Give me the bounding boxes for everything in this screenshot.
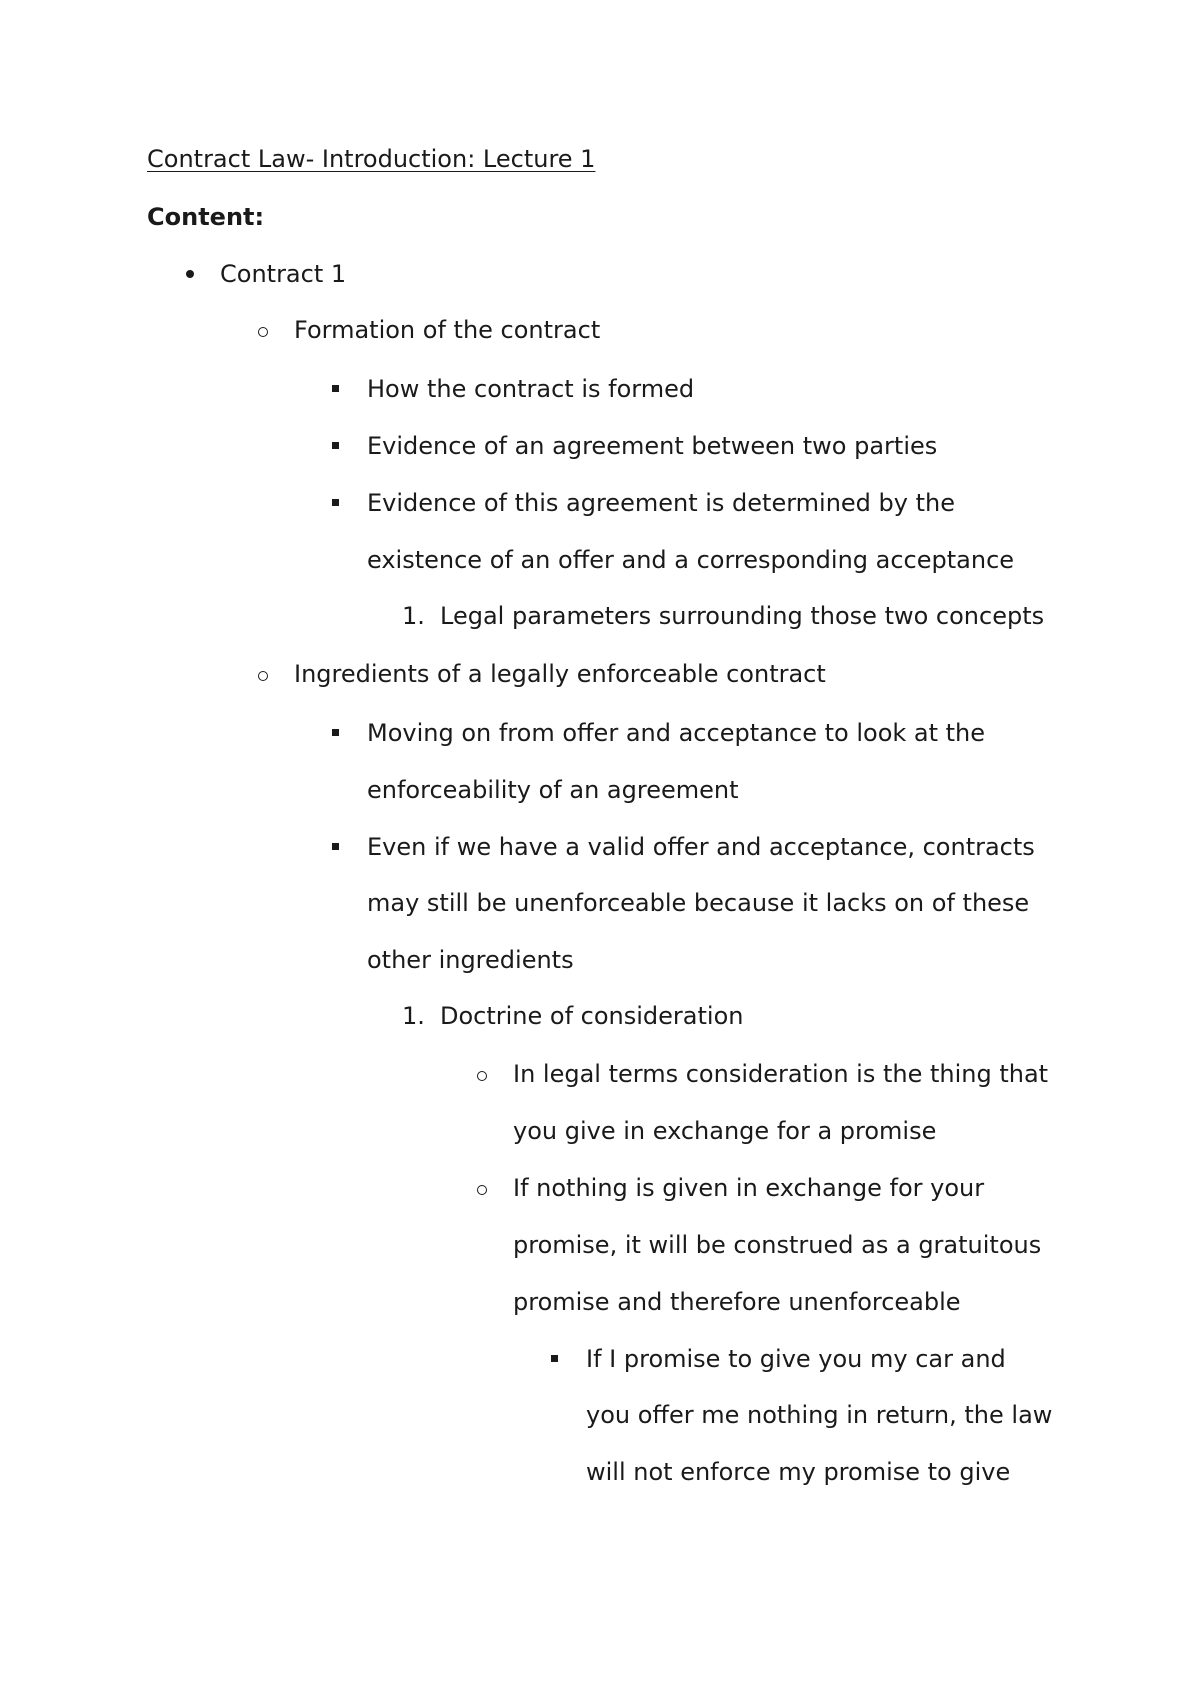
list-item-car-line2: you offer me nothing in return, the law bbox=[586, 1401, 1053, 1429]
list-item-even-if-line3: other ingredients bbox=[367, 946, 574, 974]
list-item-evidence-agreement: Evidence of an agreement between two parties bbox=[367, 432, 938, 460]
list-item-legal-terms-line1: In legal terms consideration is the thing that bbox=[513, 1060, 1049, 1088]
list-number: 1. bbox=[402, 1002, 425, 1030]
list-item-how-formed: How the contract is formed bbox=[367, 375, 695, 403]
list-item-moving-on-line1: Moving on from offer and acceptance to look at the bbox=[367, 719, 986, 747]
list-item-even-if-line1: Even if we have a valid offer and acceptance, contracts bbox=[367, 833, 1035, 861]
bullet-square-icon bbox=[332, 499, 339, 506]
list-item-nothing-given-line1: If nothing is given in exchange for your bbox=[513, 1174, 985, 1202]
bullet-circle-icon bbox=[258, 327, 268, 337]
bullet-square-icon bbox=[332, 385, 339, 392]
list-item-car-line1: If I promise to give you my car and bbox=[586, 1345, 1006, 1373]
list-number: 1. bbox=[402, 602, 425, 630]
list-item-even-if-line2: may still be unenforceable because it lacks on of these bbox=[367, 889, 1030, 917]
document-title: Contract Law- Introduction: Lecture 1 bbox=[147, 145, 596, 173]
bullet-circle-icon bbox=[258, 671, 268, 681]
list-item-evidence-determined-line2: existence of an offer and a corresponding acceptance bbox=[367, 546, 1015, 574]
list-item-legal-parameters: Legal parameters surrounding those two concepts bbox=[440, 602, 1045, 630]
list-item-contract1: Contract 1 bbox=[220, 260, 347, 288]
bullet-square-icon bbox=[332, 729, 339, 736]
list-item-nothing-given-line2: promise, it will be construed as a gratuitous bbox=[513, 1231, 1042, 1259]
content-heading: Content: bbox=[147, 203, 265, 231]
bullet-square-icon bbox=[551, 1355, 558, 1362]
bullet-disc-icon bbox=[186, 270, 194, 278]
bullet-square-icon bbox=[332, 843, 339, 850]
bullet-circle-icon bbox=[477, 1071, 487, 1081]
list-item-moving-on-line2: enforceability of an agreement bbox=[367, 776, 739, 804]
list-item-evidence-determined-line1: Evidence of this agreement is determined by the bbox=[367, 489, 955, 517]
bullet-square-icon bbox=[332, 442, 339, 449]
list-item-legal-terms-line2: you give in exchange for a promise bbox=[513, 1117, 937, 1145]
list-item-formation: Formation of the contract bbox=[294, 316, 601, 344]
bullet-circle-icon bbox=[477, 1185, 487, 1195]
list-item-nothing-given-line3: promise and therefore unenforceable bbox=[513, 1288, 961, 1316]
list-item-doctrine: Doctrine of consideration bbox=[440, 1002, 744, 1030]
list-item-ingredients: Ingredients of a legally enforceable contract bbox=[294, 660, 826, 688]
list-item-car-line3: will not enforce my promise to give bbox=[586, 1458, 1011, 1486]
